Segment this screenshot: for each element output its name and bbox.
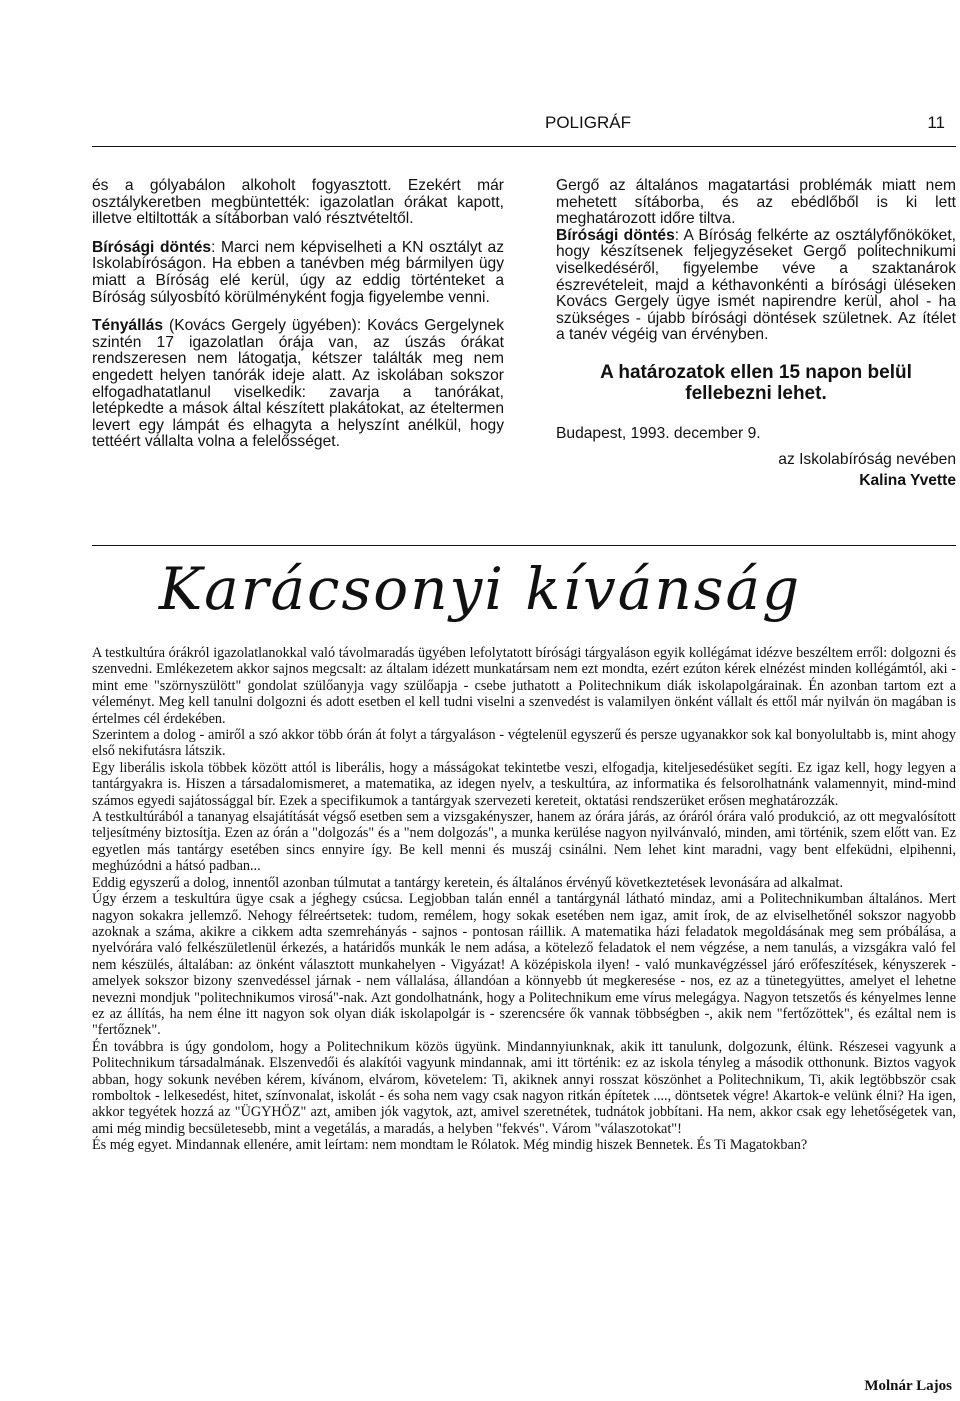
court-signature — [556, 449, 956, 491]
article-paragraph: Szerintem a dolog - amiről a szó akkor több órán át folyt a tárgyaláson - végtelenül egyszerű és persze ugyanakkor sok kal bonyolultabb is, mint ahogy első nekifutásra látszik. — [92, 727, 956, 760]
right-paragraph-1: Gergő az általános magatartási problémák miatt nem mehetett sítáborba, és az ebédlőből is ki lett meghatározott időre tiltva. — [556, 177, 956, 228]
appeal-notice: A határozatok ellen 15 napon belül fellebezni lehet. — [600, 361, 912, 404]
article-paragraph: A testkultúrából a tananyag elsajátítását végső esetben sem a vizsgakényszer, hanem az órára járás, az óráról órára való produkció, az ott megvalósított teljesítmény biztosítja. Ezen az órán a "dolgozás" és a "nem dolgozás", a munka kerülése nagyon nyilvánvaló, minden, ami történik, szem előtt van. Ez egyetlen más tantárgy esetében sincs ennyire így. Be kell menni és muszáj csinálni. Nem lehet kint maradni, vagy bent elfeküdni, elpihenni, meghúzódni a hátsó padban... — [92, 809, 956, 875]
court-on-behalf: az Iskolabíróság nevében — [778, 450, 956, 468]
verdict-text: : Marci nem képviselheti a KN osztályt az Iskolabíróságon. Ha ebben a tanévben még bármilyen ügy miatt a Bíróság elé kerül, úgy az eddig történteket a Bíróság súlyosbító körülményként fogja figyelembe venni. — [92, 238, 504, 306]
left-column — [92, 178, 504, 463]
article-paragraph: Eddig egyszerű a dolog, innentől azonban túlmutat a tantárgy keretein, és általános érvényű következtetések levonására ad alkalmat. — [92, 874, 844, 891]
right-paragraph-2 — [556, 228, 956, 344]
journal-title: POLIGRÁF — [545, 113, 631, 132]
left-paragraph-1: és a gólyabálon alkoholt fogyasztott. Ezekért már osztálykeretben megbüntették: igazolatlan órákat kapott, illetve eltiltották a sítáborban való résztvételtől. — [92, 177, 504, 228]
judge-name: Kalina Yvette — [859, 471, 956, 489]
right-column — [556, 178, 956, 491]
page-header — [95, 113, 955, 137]
facts-label: Tényállás — [92, 317, 164, 335]
article-paragraph: És még egyet. Mindannak ellenére, amit leírtam: nem mondtam le Rólatok. Még mindig hiszek Bennetek. És Ti Magatokban? — [92, 1137, 808, 1154]
verdict-label: Bírósági döntés — [92, 238, 212, 256]
facts-text: (Kovács Gergely ügyében): Kovács Gergelynek szintén 17 igazolatlan órája van, az úszás órákat rendszeresen nem látogatja, kétszer találták meg nem engedett helyen tanórák ideje alatt. Az iskolában sokszor elfogadhatatlanul viselkedik: zavarja a tanórákat, letépkedte a mások által készített plakátokat, az ételtermen levert egy lámpát és elhagyta a helyszínt anélkül, hogy tettéért vállalta volna a felelősséget. — [92, 317, 504, 451]
page-number: 11 — [927, 113, 945, 132]
article-paragraph: A testkultúra órákról igazolatlanokkal való távolmaradás ügyében lefolytatott bírósági tárgyaláson egyik kollégámat idézve beszéltem erről: dolgozni és szenvedni. Emlékezetem akkor sajnos megcsalt: az általam idézett munkatársam nem ezt mondta, ezért ezúton kérek elnézést minden kollégámtól, aki - mint eme "szörnyszülött" gondolat szülőanyja vagy szülőapja - csebe juthatott a Politechnikum diák iskolapolgárainak. Én azonban tartom ezt a véleményt. Meg kell tanulni dolgozni és adott esetben el kell tudni viselni a szenvedést is valamilyen önként vállalt és ettől már nyilván ön magában is értelmes cél érdekében. — [92, 645, 956, 727]
dateline: Budapest, 1993. december 9. — [556, 424, 761, 442]
verdict-label-2: Bírósági döntés — [556, 226, 675, 244]
article-paragraph: Egy liberális iskola többek között attól is liberális, hogy a másságokat tekintetbe veszi, elfogadja, kiteljesedésüket segíti. Ez igaz kell, hogy legyen a tantárgyakra is. Hiszen a társadalomismeret, a matematika, az idegen nyelv, a teskultúra, az informatika és felsorolhatnánk valamennyit, mind-mind számos egyedi sajátossággal bír. Ezek a specifikumok a tantárgyak szervezeti kereteit, oktatási rendszerüket erősen meghatározzák. — [92, 759, 956, 809]
article-paragraph: Én továbbra is úgy gondolom, hogy a Politechnikum közös ügyünk. Mindannyiunknak, akik itt tanulunk, dolgozunk, élünk. Részesei vagyunk a Politechnikum társadalmának. Elszenvedői és alakítói vagyunk mindannak, ami itt történik: ez az iskola tényleg a második otthonunk. Biztos vagyok abban, hogy sokunk nevében kérem, kívánom, elvárom, követelem: Ti, akiknek annyi rosszat köszönhet a Politechnikum, Ti, akik legtöbbször csak romboltok - lelkesedést, hitet, színvonalat, iskolát - és soha nem vagy csak nagyon ritkán építetek ...., döntsetek végre! Akartok-e velünk élni? Ha igen, akkor tegyétek hozzá az "ÜGYHÖZ" azt, amiben jók vagytok, azt, amivel szeretnétek, tudnátok jobbítani. Ha nem, akkor csak egy lehetőségetek van, ami még mindig becsületesebb, mint a vegetálás, a maradás, a helyben "fekvés". Várom "válaszotokat"! — [92, 1038, 956, 1137]
article-title: Karácsonyi kívánság — [158, 555, 802, 623]
article-author: Molnár Lajos — [864, 1378, 952, 1394]
article-paragraph: Úgy érzem a teskultúra ügye csak a jéghegy csúcsa. Legjobban talán ennél a tantárgynál látható mindaz, ami a Politechnikumban általános. Mert nagyon sokakra jellemző. Nehogy félreértsetek: tudom, remélem, hogy sokak esetében nem igaz, amit írok, de az elviselhetőnél sokszor nagyobb azoknak a száma, akikre a cikkem adta szemrehányás - sajnos - pontosan ráillik. A matematika házi feladatok megoldásának meg sem próbálása, a nyelvórára való felkészületlenül érkezés, a határidős munkák le nem adása, a kötelező feladatok el nem végzése, a nem tanulás, a vizsgákra való fel nem készülés, általában: az önként választott munkahelyen - Vigyázat! A középiskola ilyen! - való munkavégzéssel járó erőfeszítések, kényszerek - amelyek sokszor bizony szenvedéssel járnak - nem vállalása, állandóan a könnyebb út megkeresése - nos, ez az a tünetegyüttes, amelyet el lehetne nevezni mondjuk "politechnikumos virosá"-nak. Azt gondolhatnánk, hogy a Politechnikum eme vírus melegágya. Nagyon tetszetős és kényelmes lenne ez az állítás, ha nem élne itt nagyon sok olyan diák iskolapolgár is - szerencsére ők vannak többségben -, akik nem "fertőzöttek", és ezáltal nem is "fertőznek". — [92, 891, 956, 1039]
section-rule — [92, 545, 956, 546]
article-body — [92, 645, 956, 1154]
left-paragraph-3 — [92, 318, 504, 451]
verdict-text-2: : A Bíróság felkérte az osztályfőnököket, hogy készítsenek feljegyzéseket Gergő politechnikumi viselkedéséről, figyelembe véve a szaktanárok észrevételeit, majd a kéthavonkénti a bírósági üléseken Kovács Gergely ügye ismét napirendre kerül, ahol - ha szükséges - újabb bírósági döntések születnek. Az ítélet a tanév végéig van érvényben. — [556, 226, 956, 344]
header-rule — [92, 146, 956, 147]
left-paragraph-2 — [92, 240, 504, 306]
